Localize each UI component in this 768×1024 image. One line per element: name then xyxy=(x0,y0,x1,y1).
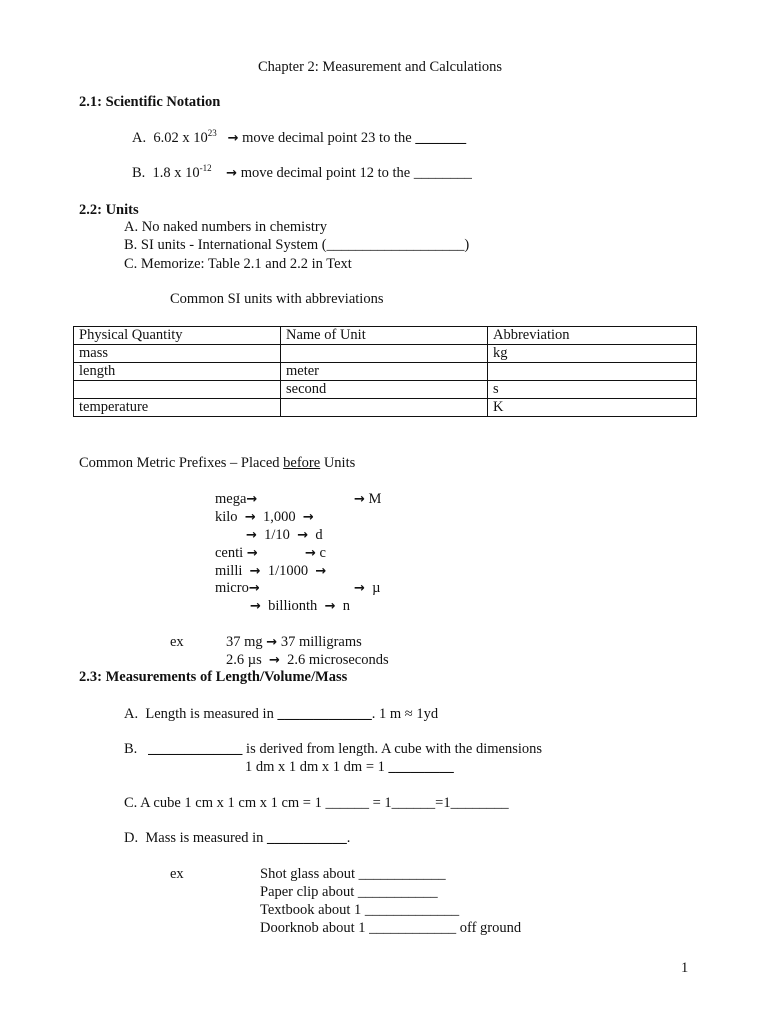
prefix-name: mega xyxy=(215,491,247,507)
s23-d-blank: ___________ xyxy=(266,830,347,846)
table-cell: kg xyxy=(488,345,697,363)
prefix-name: kilo xyxy=(215,509,238,525)
s21-a-text: move decimal point 23 to the xyxy=(242,130,412,146)
prefix-mega-abbr xyxy=(354,491,381,508)
mass-example: Paper clip about ___________ xyxy=(260,884,438,900)
prefix-example-1 xyxy=(226,634,362,651)
arrow-icon: → xyxy=(226,166,238,181)
page-number: 1 xyxy=(681,960,689,976)
arrow-icon: → xyxy=(266,635,278,650)
table-row xyxy=(74,363,697,381)
arrow-icon: → xyxy=(246,546,258,561)
si-units-table xyxy=(73,326,697,417)
table-row xyxy=(74,345,697,363)
arrow-icon: → xyxy=(305,546,316,561)
example-right: 2.6 microseconds xyxy=(287,652,389,668)
arrow-icon: → xyxy=(246,492,258,507)
arrow-icon: → xyxy=(302,510,314,525)
arrow-icon: → xyxy=(249,564,261,579)
prefix-name: micro xyxy=(215,580,249,596)
table-cell xyxy=(74,381,281,399)
table-cell: mass xyxy=(74,345,281,363)
s23-b-blank2: _________ xyxy=(388,759,454,775)
prefix-value: 1,000 xyxy=(262,509,296,525)
s21-a-label: A. xyxy=(132,130,147,146)
page-title: Chapter 2: Measurement and Calculations xyxy=(258,59,503,75)
table-cell: temperature xyxy=(74,399,281,417)
section-2-1-heading: 2.1: Scientific Notation xyxy=(79,94,221,110)
prefixes-heading-post: Units xyxy=(320,455,356,471)
s21-a-base: 6.02 x 10 xyxy=(153,130,208,146)
example-right: 37 milligrams xyxy=(280,634,362,650)
prefix-micro-abbr xyxy=(354,580,381,597)
prefix-abbr: M xyxy=(368,491,382,507)
mass-example: Shot glass about ____________ xyxy=(260,866,446,882)
prefixes-heading xyxy=(79,455,355,472)
section-2-3-heading: 2.3: Measurements of Length/Volume/Mass xyxy=(79,669,348,685)
mass-example: Textbook about 1 _____________ xyxy=(260,902,460,918)
prefix-abbr: d xyxy=(315,527,323,543)
prefix-deci xyxy=(246,527,323,544)
s23-item-d xyxy=(124,830,350,847)
arrow-icon: → xyxy=(269,653,280,668)
prefix-abbr: µ xyxy=(372,580,381,596)
s23-d-post: . xyxy=(346,830,351,846)
prefix-abbr: c xyxy=(319,545,326,561)
arrow-icon: → xyxy=(354,581,365,596)
s21-b-exp: -12 xyxy=(199,163,212,173)
table-cell: second xyxy=(281,381,488,399)
s21-b-text: move decimal point 12 to the ________ xyxy=(240,165,472,181)
prefix-name: milli xyxy=(215,563,243,579)
arrow-icon: → xyxy=(246,528,257,543)
prefix-centi-abbr xyxy=(305,545,326,562)
s23-d-pre: Mass is measured in xyxy=(145,830,264,846)
mass-example: Doorknob about 1 ____________ off ground xyxy=(260,920,522,936)
s22-item-a: A. No naked numbers in chemistry xyxy=(124,219,327,235)
arrow-icon: → xyxy=(315,564,327,579)
col-header: Name of Unit xyxy=(281,327,488,345)
s23-b-blank: _____________ xyxy=(148,741,243,757)
s23-a-pre: Length is measured in xyxy=(145,706,274,722)
table-cell: K xyxy=(488,399,697,417)
prefix-nano xyxy=(250,598,350,615)
s23-b-text: is derived from length. A cube with the dimensions xyxy=(246,741,543,757)
s21-b-base: 1.8 x 10 xyxy=(152,165,200,181)
prefix-ex-label: ex xyxy=(170,634,184,650)
s22-item-b: B. SI units - International System (___________________) xyxy=(124,237,470,253)
arrow-icon: → xyxy=(354,492,365,507)
example-left: 2.6 µs xyxy=(226,652,262,668)
table-cell xyxy=(281,345,488,363)
arrow-icon: → xyxy=(244,510,256,525)
table-row xyxy=(74,399,697,417)
s23-item-b-line2 xyxy=(245,759,454,776)
section-2-2-heading: 2.2: Units xyxy=(79,202,139,218)
col-header: Abbreviation xyxy=(488,327,697,345)
s21-a-blank: _______ xyxy=(415,130,467,146)
prefix-value: 1/1000 xyxy=(267,563,309,579)
s22-item-c: C. Memorize: Table 2.1 and 2.2 in Text xyxy=(124,256,352,272)
table-cell: length xyxy=(74,363,281,381)
prefixes-heading-underlined: before xyxy=(283,455,321,471)
arrow-icon: → xyxy=(297,528,309,543)
arrow-icon: → xyxy=(227,131,239,146)
table-cell xyxy=(488,363,697,381)
prefix-kilo xyxy=(215,509,314,526)
table-header-row xyxy=(74,327,697,345)
s23-item-c: C. A cube 1 cm x 1 cm x 1 cm = 1 ______ = 1______=1________ xyxy=(124,795,509,811)
prefix-value: 1/10 xyxy=(264,527,290,543)
prefix-micro xyxy=(215,580,260,597)
table-caption: Common SI units with abbreviations xyxy=(170,291,384,307)
s23-ex-label: ex xyxy=(170,866,184,882)
s23-item-b xyxy=(124,741,542,758)
prefix-abbr: n xyxy=(342,598,350,614)
prefix-mega xyxy=(215,491,257,508)
table-cell: meter xyxy=(281,363,488,381)
s23-a-post: . 1 m ≈ 1yd xyxy=(371,706,439,722)
s23-a-blank: _____________ xyxy=(277,706,372,722)
arrow-icon: → xyxy=(324,599,336,614)
prefix-value: billionth xyxy=(268,598,318,614)
col-header: Physical Quantity xyxy=(74,327,281,345)
s21-a-exp: 23 xyxy=(207,128,217,138)
table-row xyxy=(74,381,697,399)
s21-item-b xyxy=(132,165,472,182)
s21-item-a xyxy=(132,130,466,147)
prefixes-heading-pre: Common Metric Prefixes – Placed xyxy=(79,455,284,471)
prefix-centi xyxy=(215,545,258,562)
table-cell: s xyxy=(488,381,697,399)
s23-d-label: D. xyxy=(124,830,139,846)
s23-item-a xyxy=(124,706,438,723)
s23-a-label: A. xyxy=(124,706,139,722)
prefix-example-2 xyxy=(226,652,389,669)
prefix-name: centi xyxy=(215,545,244,561)
arrow-icon: → xyxy=(250,599,261,614)
example-left: 37 mg xyxy=(226,634,263,650)
s23-b-label: B. xyxy=(124,741,138,757)
table-cell xyxy=(281,399,488,417)
prefix-milli xyxy=(215,563,326,580)
s23-b-line2: 1 dm x 1 dm x 1 dm = 1 xyxy=(245,759,385,775)
arrow-icon: → xyxy=(248,581,260,596)
s21-b-label: B. xyxy=(132,165,146,181)
